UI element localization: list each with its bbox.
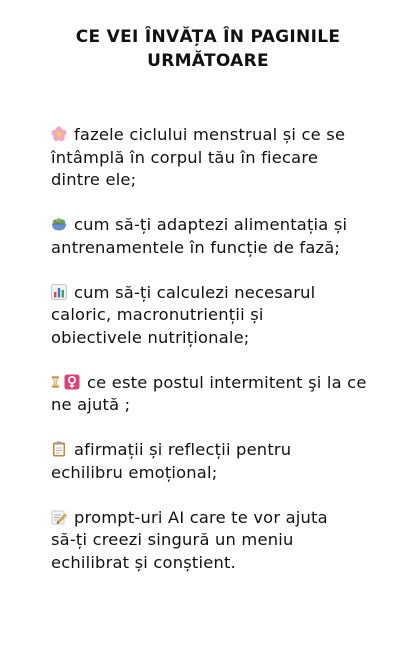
flower-icon [51,126,67,142]
list-item-line: afirmații și reflecții pentru [51,439,411,462]
list-item-nutrition-training [51,214,411,259]
list-item-line: ne ajută ; [51,395,131,414]
list-item-line: fazele ciclului menstrual și ce se [51,124,411,147]
list-item-line: dintre ele; [51,170,137,189]
list-item-intermittent-fasting [51,372,411,417]
list-item-line: echilibru emoțional; [51,462,218,482]
list-item-line: să-ți creezi singură un meniu [51,530,294,549]
list-item-line: ce este postul intermitent şi la ce [51,372,411,395]
clipboard-icon [51,441,67,457]
page-title-line-1: CE VEI ÎNVĂȚA ÎN PAGINILE [75,27,341,47]
list-item-line: caloric, macronutrienții și [51,305,264,324]
list-item-calories-macros [51,282,411,350]
list-item-affirmations [51,439,411,484]
memo-pencil-icon [51,509,67,525]
list-item-line: cum să-ți calculezi necesarul [51,282,411,305]
list-item-line: antrenamentele în funcție de fază; [51,237,341,257]
topics-list [51,124,411,597]
list-item-line: echilibrat și conștient. [51,552,236,572]
list-item-line: obiectivele nutriționale; [51,327,250,347]
list-item-line: prompt-uri AI care te vor ajuta [51,507,411,530]
list-item-menstrual-phases [51,124,411,192]
salad-bowl-icon [51,216,67,232]
page-title [0,25,416,73]
female-sign-icon [64,374,80,390]
list-item-ai-prompts [51,507,411,575]
list-item-line: cum să-ți adaptezi alimentația și [51,214,411,237]
page-title-line-2: URMĂTOARE [147,51,269,71]
list-item-line: întâmplă în corpul tău în fiecare [51,147,319,167]
bar-chart-icon [51,284,67,300]
hourglass-icon [51,374,63,390]
